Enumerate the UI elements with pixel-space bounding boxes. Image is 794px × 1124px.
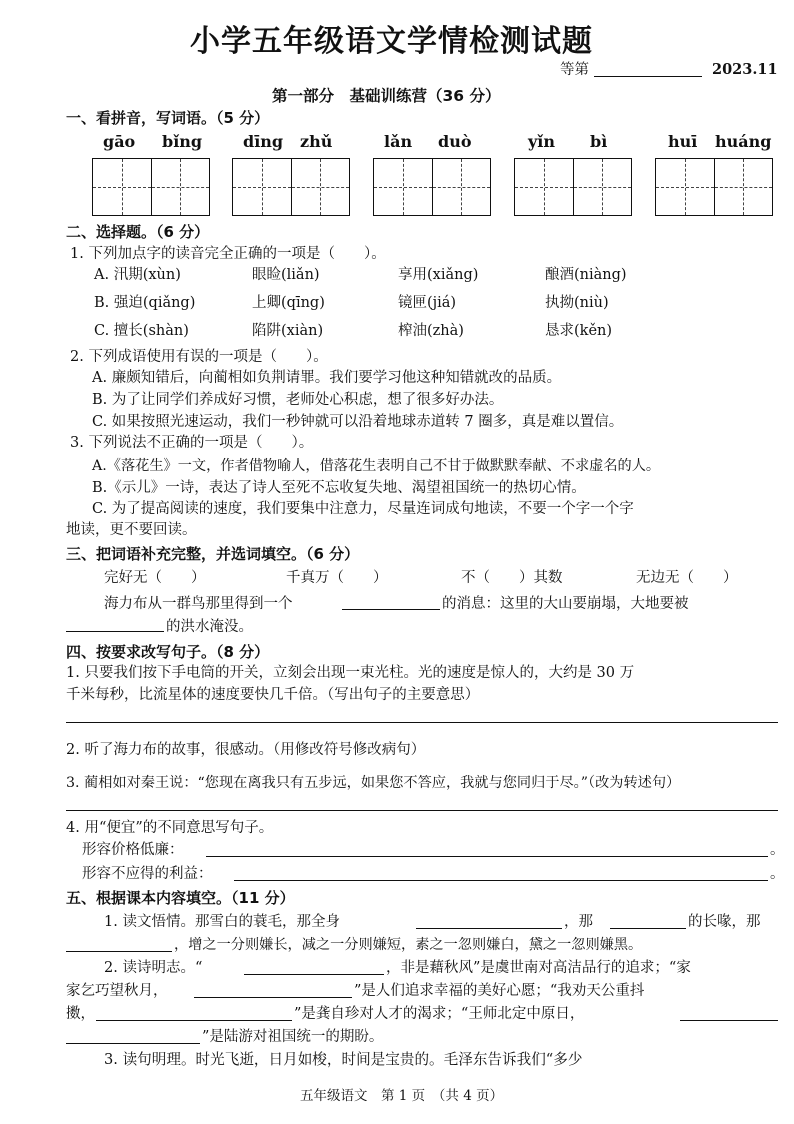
- pinyin-label: gāo: [103, 132, 136, 151]
- option-b4: 执拗(niù): [545, 295, 609, 311]
- p2-text-e: 擞，: [66, 1006, 95, 1022]
- writing-box[interactable]: [232, 158, 350, 216]
- section-1-heading: 一、看拼音，写词语。（5 分）: [66, 109, 270, 127]
- q2-option-c: C. 如果按照光速运动，我们一秒钟就可以沿着地球赤道转 7 圈多，真是难以置信。: [92, 414, 624, 430]
- fill-blank[interactable]: [610, 928, 686, 929]
- idiom-2[interactable]: 千真万（ ）: [286, 570, 388, 586]
- q3-option-c: C. 为了提高阅读的速度，我们要集中注意力，尽量连词成句地读，不要一个字一个字: [92, 501, 634, 517]
- p1-text-b: ，那: [564, 914, 593, 930]
- option-c4: 恳求(kěn): [545, 323, 613, 339]
- section-4-heading: 四、按要求改写句子。（8 分）: [66, 643, 270, 661]
- part-title: 第一部分 基础训练营（36 分）: [272, 87, 501, 105]
- answer-line[interactable]: [206, 856, 768, 857]
- fill-blank[interactable]: [66, 1043, 200, 1044]
- question-4-2: 2. 听了海力布的故事，很感动。（用修改符号修改病句）: [66, 742, 426, 758]
- period-mark: 。: [770, 866, 785, 882]
- question-4-1-cont: 千米每秒，比流星体的速度要快几千倍。（写出句子的主要意思）: [66, 687, 480, 703]
- p1-text-c: 的长喙，那: [688, 914, 761, 930]
- exam-date: 2023.11: [712, 61, 778, 78]
- p2-text-g: ”是陆游对祖国统一的期盼。: [202, 1029, 384, 1045]
- option-c2: 陷阱(xiàn): [252, 323, 324, 339]
- page-footer: 五年级语文 第 1 页 （共 4 页）: [300, 1088, 504, 1104]
- fill-blank[interactable]: [96, 1020, 292, 1021]
- option-a3: 享用(xiǎng): [398, 267, 479, 283]
- idiom-4[interactable]: 无边无（ ）: [636, 570, 738, 586]
- p2-text-a: 2. 读诗明志。“: [104, 960, 203, 976]
- question-2-3: 3. 下列说法不正确的一项是（ ）。: [70, 435, 314, 451]
- pinyin-label: dīng: [243, 132, 284, 151]
- q3-option-c-cont: 地读，更不要回读。: [66, 522, 197, 538]
- option-a1: A. 汛期(xùn): [94, 267, 181, 283]
- writing-box[interactable]: [655, 158, 773, 216]
- fill-text-2: 的洪水淹没。: [166, 619, 253, 635]
- q2-option-b: B. 为了让同学们养成好习惯，老师处心积虑，想了很多好办法。: [92, 392, 504, 408]
- pinyin-label: yǐn: [528, 132, 556, 151]
- pinyin-label: bǐng: [162, 132, 203, 151]
- grade-blank[interactable]: [594, 76, 702, 77]
- fill-blank[interactable]: [66, 631, 164, 632]
- question-2-1: 1. 下列加点字的读音完全正确的一项是（ ）。: [70, 246, 386, 262]
- fill-blank[interactable]: [244, 974, 384, 975]
- p1-text-a: 1. 读文悟情。那雪白的蓑毛，那全身: [104, 914, 340, 930]
- option-a2: 眼睑(liǎn): [252, 267, 320, 283]
- option-a4: 酿酒(niàng): [545, 267, 627, 283]
- section-2-heading: 二、选择题。（6 分）: [66, 223, 210, 241]
- question-4-4: 4. 用“便宜”的不同意思写句子。: [66, 820, 274, 836]
- pinyin-label: zhǔ: [300, 132, 333, 151]
- grade-label: 等第: [560, 62, 589, 78]
- q4-prompt-a: 形容价格低廉：: [82, 842, 184, 858]
- q3-option-b: B.《示儿》一诗，表达了诗人至死不忘收复失地、渴望祖国统一的热切心情。: [92, 480, 586, 496]
- fill-blank[interactable]: [66, 951, 172, 952]
- section-3-heading: 三、把词语补充完整，并选词填空。（6 分）: [66, 545, 360, 563]
- pinyin-label: huáng: [715, 132, 772, 151]
- q2-option-a: A. 廉颇知错后，向蔺相如负荆请罪。我们要学习他这种知错就改的品质。: [92, 370, 562, 386]
- answer-line[interactable]: [66, 722, 778, 723]
- p2-text-f: ”是龚自珍对人才的渴求；“王师北定中原日，: [294, 1006, 585, 1022]
- p2-text-d: ”是人们追求幸福的美好心愿；“我劝天公重抖: [354, 983, 645, 999]
- question-2-2: 2. 下列成语使用有误的一项是（ ）。: [70, 349, 328, 365]
- fill-blank[interactable]: [416, 928, 562, 929]
- q3-option-a: A.《落花生》一文，作者借物喻人，借落花生表明自己不甘于做默默奉献、不求虚名的人。: [92, 458, 661, 474]
- pinyin-label: lǎn: [384, 132, 413, 151]
- fill-text-1b: 的消息：这里的大山要崩塌，大地要被: [442, 596, 689, 612]
- option-c3: 榨油(zhà): [398, 323, 464, 339]
- option-b1: B. 强迫(qiǎng): [94, 295, 196, 311]
- page-title: 小学五年级语文学情检测试题: [190, 24, 593, 59]
- pinyin-label: duò: [438, 132, 472, 151]
- question-4-1: 1. 只要我们按下手电筒的开关，立刻会出现一束光柱。光的速度是惊人的，大约是 30 万: [66, 665, 635, 681]
- p3-text: 3. 读句明理。时光飞逝，日月如梭，时间是宝贵的。毛泽东告诉我们“多少: [104, 1051, 583, 1068]
- answer-line[interactable]: [234, 880, 768, 881]
- question-4-3: 3. 蔺相如对秦王说：“您现在离我只有五步远，如果您不答应，我就与您同归于尽。”（改为转述句）: [66, 775, 681, 791]
- option-c1: C. 擅长(shàn): [94, 323, 189, 339]
- fill-blank[interactable]: [194, 997, 352, 998]
- p2-text-b: ，非是藉秋风”是虞世南对高洁品行的追求；“家: [386, 960, 691, 976]
- pinyin-label: bì: [590, 132, 608, 151]
- writing-box[interactable]: [92, 158, 210, 216]
- answer-line[interactable]: [66, 810, 778, 811]
- p1-text-d: ，增之一分则嫌长，减之一分则嫌短，素之一忽则嫌白，黛之一忽则嫌黑。: [174, 937, 643, 953]
- pinyin-label: huī: [668, 132, 698, 151]
- option-b2: 上卿(qīng): [252, 295, 325, 311]
- fill-blank[interactable]: [680, 1020, 778, 1021]
- writing-box[interactable]: [514, 158, 632, 216]
- option-b3: 镜匣(jiá): [398, 295, 457, 311]
- fill-text-1a: 海力布从一群鸟那里得到一个: [104, 596, 293, 612]
- fill-blank[interactable]: [342, 609, 440, 610]
- idiom-1[interactable]: 完好无（ ）: [104, 570, 206, 586]
- period-mark: 。: [770, 842, 785, 858]
- q4-prompt-b: 形容不应得的利益：: [82, 866, 213, 882]
- idiom-3[interactable]: 不（ ）其数: [461, 570, 563, 586]
- section-5-heading: 五、根据课本内容填空。（11 分）: [66, 889, 295, 907]
- p2-text-c: 家乞巧望秋月，: [66, 983, 168, 999]
- writing-box[interactable]: [373, 158, 491, 216]
